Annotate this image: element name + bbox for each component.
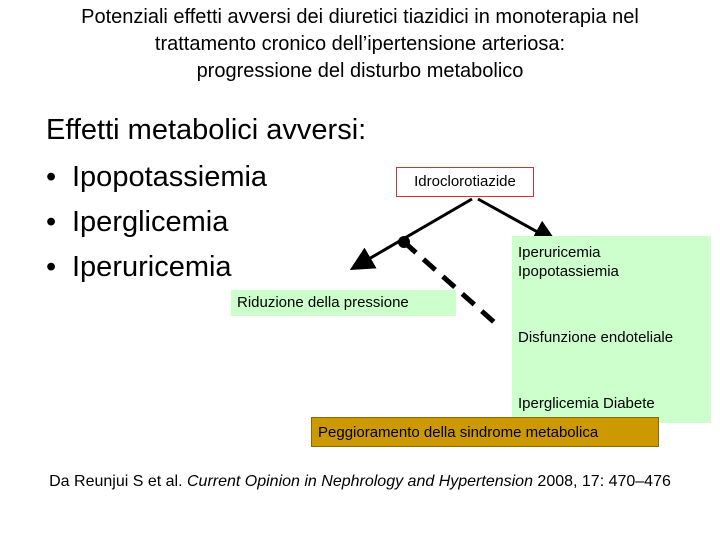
- metabolic-line-1: Iperuricemia: [518, 244, 601, 261]
- inhibition-dot: [398, 236, 410, 248]
- metabolic-line-3: Disfunzione endoteliale: [518, 329, 674, 346]
- metabolic-line-4: Iperglicemia Diabete: [518, 395, 655, 412]
- arrow-to-metabolic: [478, 199, 552, 240]
- citation-details: 2008, 17: 470–476: [532, 473, 671, 490]
- metabolic-effects-box: [512, 236, 711, 423]
- effect-item: • Ipopotassiemia: [46, 155, 267, 200]
- pressure-reduction-box: Riduzione della pressione: [231, 290, 456, 316]
- effect-item: • Iperglicemia: [46, 200, 267, 245]
- citation-authors: Da Reunjui S et al.: [49, 473, 187, 490]
- citation: [0, 472, 720, 492]
- citation-journal: Current Opinion in Nephrology and Hypertension: [186, 473, 533, 490]
- drug-box: Idroclorotiazide: [396, 167, 534, 197]
- title-line-2: trattamento cronico dell’ipertensione arteriosa:: [154, 33, 566, 55]
- effect-item: • Iperuricemia: [46, 245, 267, 290]
- title-line-3: progressione del disturbo metabolico: [196, 60, 524, 82]
- outcome-box: Peggioramento della sindrome metabolica: [311, 417, 659, 447]
- effects-heading: Effetti metabolici avversi:: [46, 114, 367, 146]
- arrow-to-pressure: [355, 199, 472, 267]
- title-line-1: Potenziali effetti avversi dei diuretici tiazidici in monoterapia nel: [81, 6, 639, 28]
- metabolic-line-2: Ipopotassiemia: [518, 263, 619, 280]
